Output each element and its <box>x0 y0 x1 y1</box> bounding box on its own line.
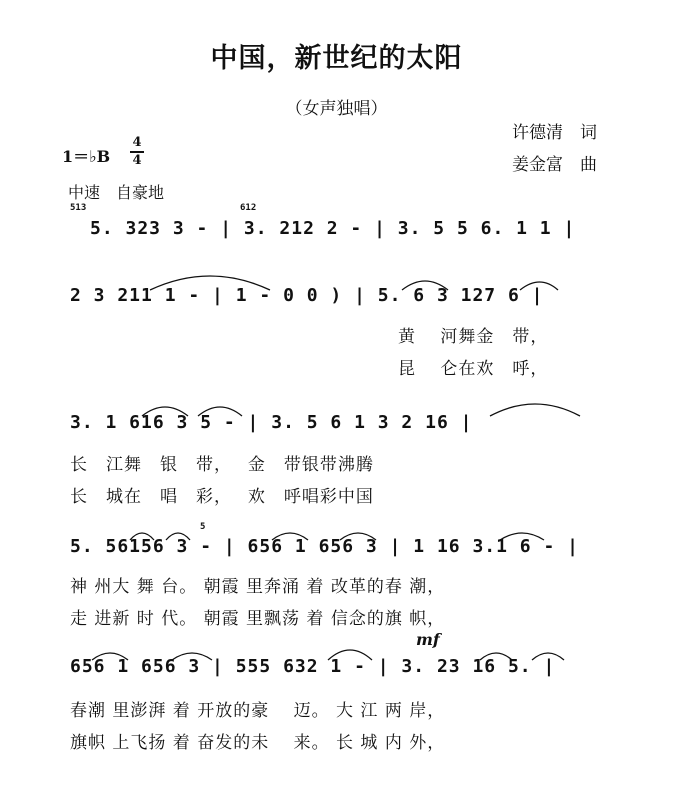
song-title: 中国，新世纪的太阳 <box>210 43 463 74</box>
notation-line-5 <box>70 656 555 677</box>
lyrics-line-5-verse-2: 旗帜 上飞扬 着 奋发的未 来。 长 城 内 外， <box>70 733 446 753</box>
dynamic-marking: mf <box>416 630 440 649</box>
grace-note: 513 <box>70 203 87 213</box>
notation-line-1 <box>90 218 575 239</box>
lyrics-line-2-verse-2: 昆 仑在欢 呼， <box>398 359 549 379</box>
lyricist-credit: 许德清 词 <box>512 123 597 143</box>
notation-text: 5. 56156 3 - | 656 1 656 3 | 1 16 3.1 6 - | <box>70 536 579 557</box>
slur-arc <box>490 404 580 416</box>
key-signature: 1＝♭B <box>62 147 111 166</box>
lyrics-line-3-verse-2: 长 城在 唱 彩， 欢 呼唱彩中国 <box>70 487 374 507</box>
notation-line-4 <box>70 536 579 557</box>
song-subtitle: （女声独唱） <box>285 99 388 119</box>
lyrics-line-4-verse-1: 神 州大 舞 台。 朝霞 里奔涌 着 改革的春 潮， <box>70 577 446 597</box>
lyrics-line-4-verse-2: 走 进新 时 代。 朝霞 里飘荡 着 信念的旗 帜， <box>70 609 446 629</box>
lyrics-line-2-verse-1: 黄 河舞金 带， <box>398 327 549 347</box>
notation-text: 3. 1 616 3 5 - | 3. 5 6 1 3 2 16 | <box>70 412 473 433</box>
notation-line-3 <box>70 412 472 433</box>
notation-text: 656 1 656 3 | 555 632 1 - | 3. 23 16 5. | <box>70 656 556 677</box>
notation-line-2 <box>70 285 543 306</box>
notation-text: 5. 323 3 - | 3. 212 2 - | 3. 5 5 6. 1 1 | <box>90 218 576 239</box>
grace-note: 5 <box>200 522 206 532</box>
tempo-marking: 中速 自豪地 <box>68 183 165 202</box>
notation-text: 2 3 211 1 - | 1 - 0 0 ) | 5. 6 3 127 6 | <box>70 285 544 306</box>
time-signature-top: 4 <box>132 135 142 150</box>
composer-credit: 姜金富 曲 <box>512 155 597 175</box>
lyrics-line-5-verse-1: 春潮 里澎湃 着 开放的豪 迈。 大 江 两 岸， <box>70 701 446 721</box>
grace-note: 612 <box>240 203 257 213</box>
time-signature-bottom: 4 <box>132 153 142 168</box>
lyrics-line-3-verse-1: 长 江舞 银 带， 金 带银带沸腾 <box>70 455 374 475</box>
time-signature <box>130 136 144 168</box>
